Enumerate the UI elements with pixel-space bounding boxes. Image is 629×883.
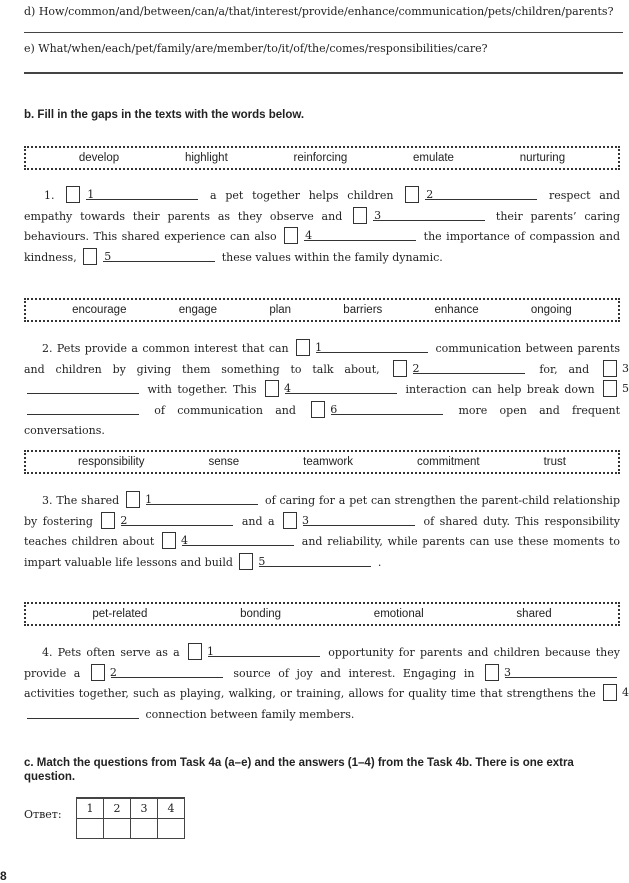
- gap-number: 6: [311, 401, 325, 418]
- text-segment: with together. This: [147, 383, 257, 397]
- gap-blank[interactable]: [303, 513, 415, 526]
- gap-blank[interactable]: [316, 340, 428, 353]
- answer-line-d[interactable]: [24, 32, 623, 33]
- gap-blank[interactable]: [121, 513, 233, 526]
- text-segment: of caring for a pet can strengthen the parent-child relationship by fostering: [24, 494, 620, 528]
- text-segment: these values within the family dynamic.: [221, 250, 443, 264]
- answer-cell[interactable]: [131, 819, 158, 839]
- gap-fill-text-1: [24, 186, 620, 268]
- gap-number: 1: [66, 186, 80, 203]
- gap-fill-text-3: [24, 491, 620, 573]
- word-bank-item: barriers: [343, 304, 383, 316]
- text-segment: the importance of compassion and kindness,: [24, 230, 620, 264]
- answer-column-header: 1: [77, 798, 104, 819]
- word-bank-item: responsibility: [77, 456, 145, 468]
- gap-blank[interactable]: [259, 554, 371, 567]
- text-segment: and a: [241, 514, 275, 528]
- word-bank-1: [24, 146, 620, 170]
- gap-blank[interactable]: [304, 228, 416, 241]
- text-segment: of communication and: [154, 403, 296, 417]
- gap-blank[interactable]: [27, 402, 139, 415]
- answer-line-e[interactable]: [24, 72, 623, 74]
- text-segment: 2. Pets provide a common interest that can: [42, 342, 289, 355]
- answer-cell[interactable]: [158, 819, 185, 839]
- gap-blank[interactable]: [413, 361, 525, 374]
- answer-label: Ответ:: [24, 808, 62, 821]
- text-segment: more open and frequent conversations.: [24, 403, 621, 438]
- gap-number: 4: [162, 532, 176, 549]
- text-segment: communication between parents and children by giving them something to talk about,: [24, 342, 621, 376]
- gap-number: 2: [393, 360, 407, 377]
- text-segment: for, and: [539, 362, 590, 376]
- gap-blank[interactable]: [285, 381, 397, 394]
- text-segment: of shared duty. This responsibility teaches children about: [24, 514, 621, 549]
- text-segment: and reliability, while parents can use these moments to impart valuable life lessons and build: [24, 535, 620, 569]
- gap-number: 2: [405, 186, 419, 203]
- text-segment: opportunity for parents and children because they provide a: [24, 646, 620, 680]
- gap-blank[interactable]: [103, 249, 215, 262]
- word-bank-item: sense: [208, 456, 240, 468]
- word-bank-item: bonding: [240, 608, 282, 620]
- gap-blank[interactable]: [146, 492, 258, 505]
- gap-fill-text-2: [24, 339, 629, 442]
- gap-blank[interactable]: [111, 665, 223, 678]
- gap-number: 4: [284, 227, 298, 244]
- gap-blank[interactable]: [373, 208, 485, 221]
- word-bank-item: plan: [269, 304, 292, 316]
- word-bank-item: teamwork: [303, 456, 353, 468]
- word-bank-item: emotional: [373, 608, 424, 620]
- gap-number: 3: [353, 207, 367, 224]
- gap-number: 1: [188, 643, 202, 660]
- gap-number: 3: [485, 664, 499, 681]
- text-segment: a pet together helps children: [210, 189, 394, 202]
- gap-blank[interactable]: [505, 665, 617, 678]
- answer-cell[interactable]: [104, 819, 131, 839]
- word-bank-item: emulate: [413, 152, 454, 164]
- task-b-heading: b. Fill in the gaps in the texts with the words below.: [24, 109, 305, 121]
- gap-blank[interactable]: [86, 187, 198, 200]
- word-bank-item: highlight: [184, 152, 228, 164]
- gap-number: 5: [239, 553, 253, 570]
- answer-table: [76, 797, 185, 839]
- word-bank-item: engage: [178, 304, 218, 316]
- text-segment: interaction can help break down: [405, 383, 595, 397]
- gap-number: 1: [126, 491, 140, 508]
- gap-number: 4: [603, 684, 617, 701]
- word-bank-4: [24, 602, 620, 626]
- gap-blank[interactable]: [182, 533, 294, 546]
- text-segment: activities together, such as playing, walking, or training, allows for quality time that strengthens the: [24, 687, 596, 701]
- word-bank-item: trust: [543, 456, 566, 468]
- word-bank-3: [24, 450, 620, 474]
- text-segment: 4. Pets often serve as a: [42, 646, 180, 659]
- word-bank-item: reinforcing: [293, 152, 348, 164]
- task-c-heading: c. Match the questions from Task 4a (a–e) and the answers (1–4) from the Task 4b. There is one extra question.: [24, 757, 574, 783]
- text-segment: connection between family members.: [145, 707, 355, 721]
- text-segment: their parents’ caring behaviours. This shared experience can also: [24, 209, 620, 244]
- answer-cell[interactable]: [77, 819, 104, 839]
- gap-fill-text-4: [24, 643, 629, 725]
- word-bank-item: commitment: [416, 456, 480, 468]
- text-segment: .: [377, 555, 382, 569]
- question-e: e) What/when/each/pet/family/are/member/to/it/of/the/comes/responsibilities/care?: [24, 42, 488, 55]
- word-bank-item: pet-related: [92, 608, 148, 620]
- answer-column-header: 2: [104, 798, 131, 819]
- gap-number: 5: [603, 380, 617, 397]
- page-number: 8: [0, 869, 7, 883]
- gap-blank[interactable]: [208, 644, 320, 657]
- text-segment: 1.: [44, 189, 55, 202]
- gap-blank[interactable]: [27, 381, 139, 394]
- gap-number: 4: [265, 380, 279, 397]
- word-bank-item: shared: [516, 608, 552, 620]
- word-bank-item: ongoing: [530, 304, 572, 316]
- word-bank-item: nurturing: [519, 152, 566, 164]
- gap-blank[interactable]: [425, 187, 537, 200]
- answer-column-header: 4: [158, 798, 185, 819]
- gap-number: 5: [83, 248, 97, 265]
- gap-number: 1: [296, 339, 310, 356]
- gap-blank[interactable]: [27, 706, 139, 719]
- word-bank-item: encourage: [72, 304, 127, 316]
- gap-number: 3: [603, 360, 617, 377]
- word-bank-2: [24, 298, 620, 322]
- word-bank-item: enhance: [434, 304, 479, 316]
- question-d: d) How/common/and/between/can/a/that/interest/provide/enhance/communication/pets/children/parents?: [24, 5, 614, 18]
- text-segment: source of joy and interest. Engaging in: [233, 666, 475, 680]
- gap-number: 2: [101, 512, 115, 529]
- gap-number: 2: [91, 664, 105, 681]
- word-bank-item: develop: [78, 152, 120, 164]
- text-segment: 3. The shared: [42, 494, 120, 507]
- gap-blank[interactable]: [331, 402, 443, 415]
- gap-number: 3: [283, 512, 297, 529]
- text-segment: respect and empathy towards their parents as they observe and: [24, 189, 620, 223]
- answer-column-header: 3: [131, 798, 158, 819]
